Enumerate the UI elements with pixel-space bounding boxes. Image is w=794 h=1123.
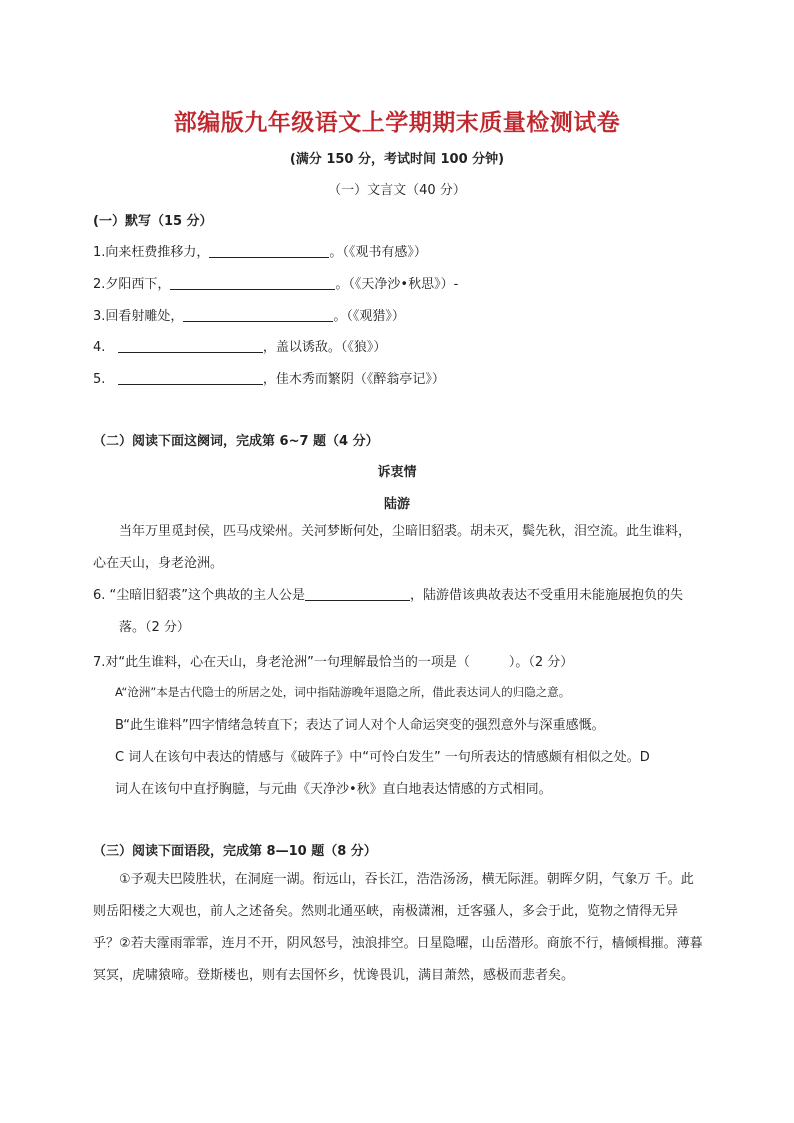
- question-1-prefix: 1.向来枉费推移力，: [93, 245, 210, 260]
- question-5-suffix: ，佳木秀而繁阴（《醉翁亭记》）: [262, 372, 445, 387]
- poem-author: 陆游: [383, 497, 410, 512]
- question-5-prefix: 5.: [93, 372, 106, 387]
- question-3: [93, 305, 405, 324]
- question-5: [93, 368, 445, 387]
- question-7: 7.对“此生谁料，心在天山，身老沧洲”一句理解最恰当的一项是（ ）。（2 分）: [93, 655, 574, 670]
- option-c[interactable]: C 词人在该句中表达的情感与《破阵子》中“可怜白发生” 一句所表达的情感颇有相似之处。D: [115, 750, 650, 765]
- option-b[interactable]: B“此生谁料”四字情绪急转直下；表达了词人对个人命运突变的强烈意外与深重感慨。: [115, 718, 605, 733]
- section-title: （一）文言文（40 分）: [328, 183, 466, 198]
- answer-blank-2[interactable]: [170, 276, 335, 290]
- question-1: [93, 241, 427, 260]
- poem-text: 当年万里觅封侯，匹马戍梁州。关河梦断何处，尘暗旧貂裘。胡未灭，鬓先秋，泪空流。此生谁料，心在天山，身老沧洲。: [93, 524, 692, 571]
- passage-paragraph-2: ②若夫霪雨霏霏，连月不开，阴风怒号，浊浪排空。日星隐曜，山岳潜形。商旅不行，樯倾楫摧。薄暮冥冥，虎啸猿啼。登斯楼也，则有去国怀乡，忧谗畏讥，满目萧然，感极而悲者矣。: [93, 936, 703, 983]
- question-3-prefix: 3.回看射雕处，: [93, 309, 184, 324]
- answer-blank-5[interactable]: [118, 371, 263, 385]
- question-4-prefix: 4.: [93, 340, 106, 355]
- question-4-suffix: ，盖以诱敌。（《狼》）: [262, 340, 387, 355]
- part1-heading: (一）默写（15 分）: [93, 214, 213, 229]
- answer-blank-1[interactable]: [209, 244, 329, 258]
- option-a[interactable]: A“沧洲”本是古代隐士的所居之处，词中指陆游晚年退隐之所，借此表达词人的归隐之意。: [115, 685, 571, 699]
- question-1-suffix: 。（《观书有感》）: [329, 245, 427, 260]
- question-4: [93, 336, 386, 355]
- answer-blank-4[interactable]: [118, 339, 263, 353]
- question-6-prefix: 6. “尘暗旧貂裘”这个典故的主人公是: [93, 588, 306, 603]
- question-6: [93, 580, 703, 644]
- question-3-suffix: 。（《观猎》）: [333, 309, 405, 324]
- question-2-prefix: 2.夕阳西下，: [93, 277, 171, 292]
- question-6-suffix: ，陆游借该典故表达不受重用未能施展抱负的失落。（2 分）: [119, 588, 684, 635]
- answer-blank-6[interactable]: [305, 587, 410, 601]
- exam-title: 部编版九年级语文上学期期末质量检测试卷: [173, 109, 621, 136]
- exam-subtitle: (满分 150 分，考试时间 100 分钟): [289, 152, 505, 167]
- passage-paragraph-1: ①予观夫巴陵胜状，在洞庭一湖。衔远山，吞长江，浩浩汤汤，横无际涯。朝晖夕阴，气象万 千。此则岳阳楼之大观也，前人之述备矣。然则北通巫峡，南极潇湘，迁客骚人，多会于此，览物之情得无异乎？: [93, 872, 694, 951]
- option-d[interactable]: 词人在该句中直抒胸臆，与元曲《天净沙•秋》直白地表达情感的方式相同。: [115, 782, 552, 797]
- question-2-suffix: 。（《天净沙•秋思》）-: [335, 277, 459, 292]
- question-2: [93, 273, 458, 292]
- part3-heading: （三）阅读下面语段，完成第 8—10 题（8 分）: [93, 844, 377, 859]
- part2-heading: （二）阅读下面这阕词，完成第 6~7 题（4 分）: [93, 434, 379, 449]
- answer-blank-3[interactable]: [183, 308, 333, 322]
- poem-title: 诉衷情: [377, 465, 417, 480]
